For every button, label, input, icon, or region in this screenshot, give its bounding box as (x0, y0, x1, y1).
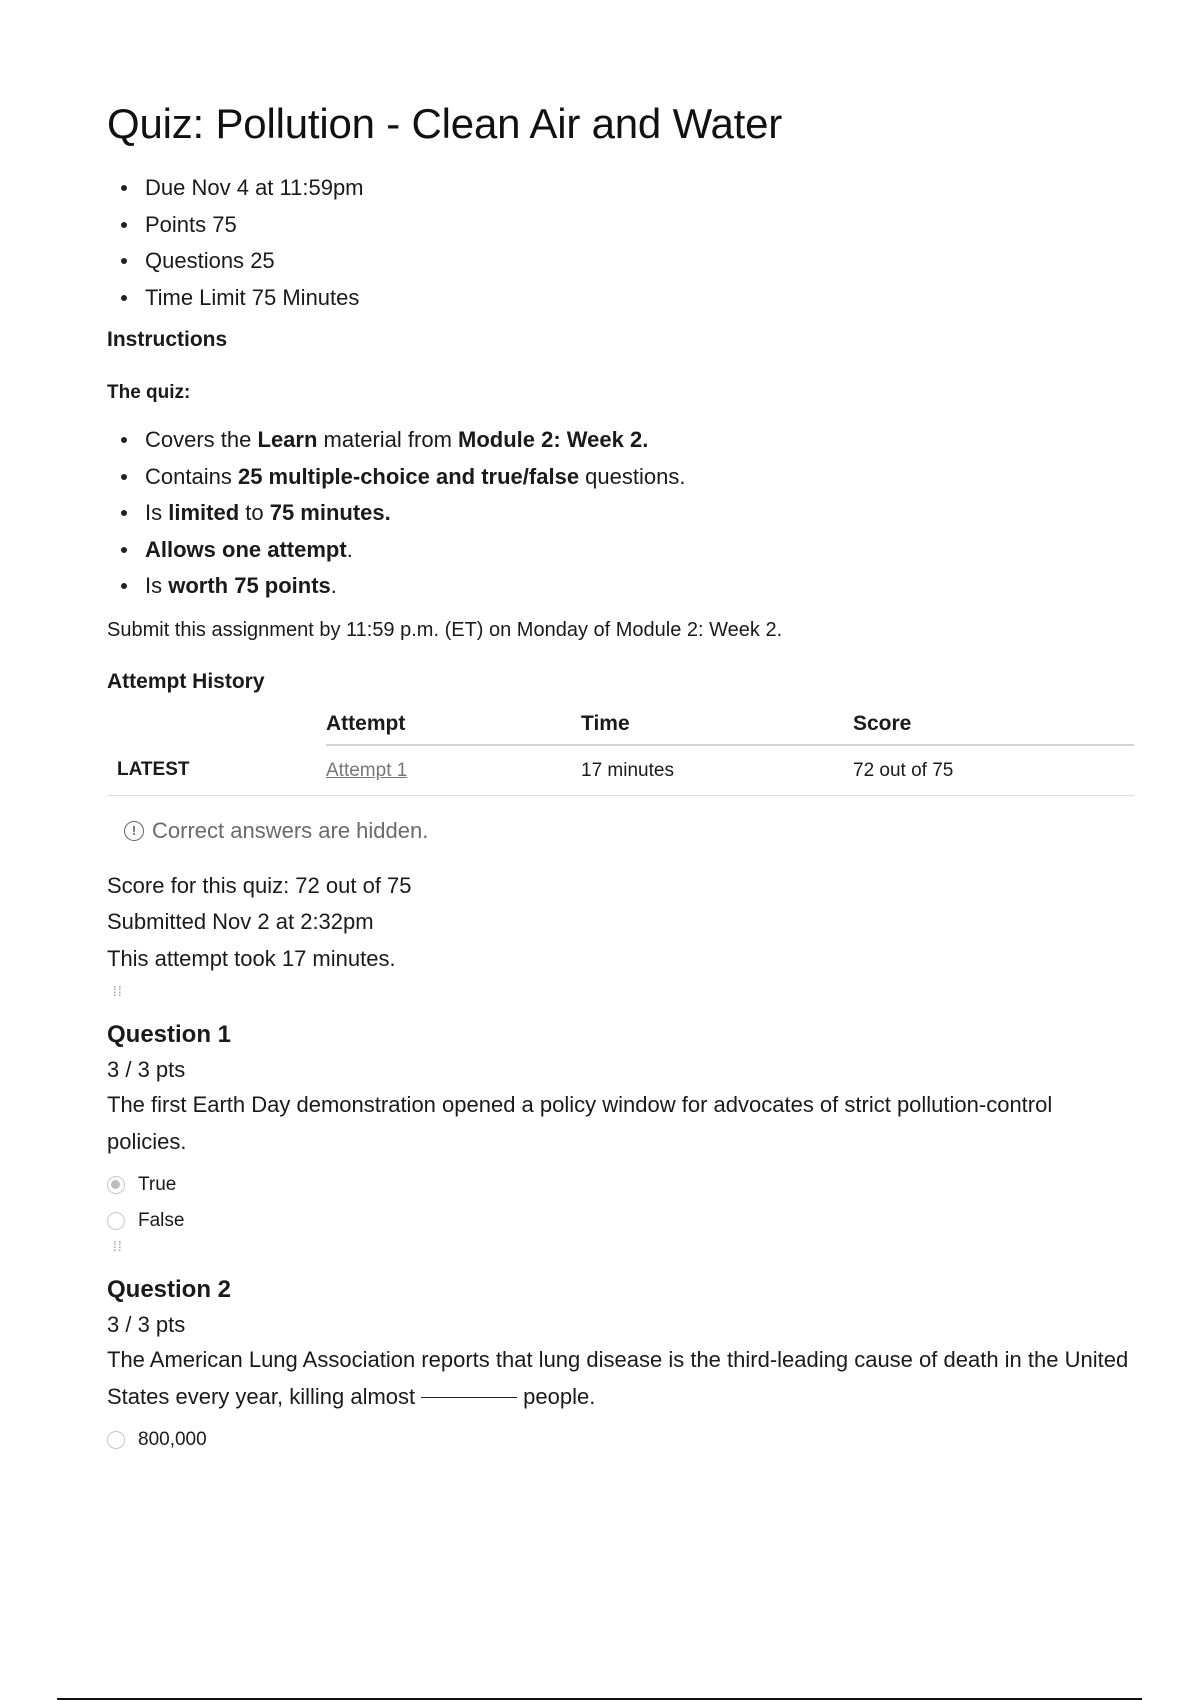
question-2 (107, 1238, 1134, 1451)
instructions-list (107, 422, 1134, 605)
info-icon: ! (124, 821, 144, 841)
quiz-label: The quiz: (107, 382, 191, 403)
question-text: The first Earth Day demonstration opened a policy window for advocates of strict pollution-control policies. (107, 1092, 1053, 1154)
attempt-duration: This attempt took 17 minutes. (107, 945, 396, 971)
table-header-row (107, 706, 1134, 745)
meta-points: Points 75 (107, 207, 1134, 244)
answer-label: 800,000 (138, 1429, 207, 1450)
instructions-heading: Instructions (107, 328, 228, 351)
question-text: The American Lung Association reports that lung disease is the third-leading cause of death in the United States every year, killing almost people. (107, 1347, 1129, 1409)
attempt-history-heading: Attempt History (107, 669, 265, 693)
score-cell: 72 out of 75 (853, 745, 1134, 796)
meta-time-limit: Time Limit 75 Minutes (107, 280, 1134, 317)
instruction-limited: Is limited to 75 minutes. (107, 495, 1134, 532)
quiz-score: Score for this quiz: 72 out of 75 (107, 872, 412, 898)
column-header-score: Score (853, 706, 1134, 745)
radio-icon[interactable] (107, 1431, 125, 1449)
submit-note: Submit this assignment by 11:59 p.m. (ET) on Monday of Module 2: Week 2. (107, 618, 783, 641)
meta-due: Due Nov 4 at 11:59pm (107, 170, 1134, 207)
answer-option[interactable] (107, 1174, 1134, 1196)
attempt-1-link[interactable]: Attempt 1 (326, 759, 408, 781)
time-cell: 17 minutes (581, 745, 853, 796)
drag-handle-icon[interactable]: ⁞⁞ (113, 1238, 123, 1254)
answer-option[interactable] (107, 1210, 1134, 1232)
attempt-history-table (107, 706, 1134, 796)
column-header-attempt: Attempt (326, 706, 581, 745)
drag-handle-icon[interactable]: ⁞⁞ (113, 983, 123, 999)
question-points: 3 / 3 pts (107, 1312, 186, 1337)
question-points: 3 / 3 pts (107, 1057, 186, 1082)
answer-label: False (138, 1210, 185, 1231)
answer-option[interactable] (107, 1429, 1134, 1451)
instruction-allows: Allows one attempt. (107, 532, 1134, 569)
radio-icon[interactable] (107, 1212, 125, 1230)
instruction-worth: Is worth 75 points. (107, 568, 1134, 605)
quiz-meta-list (107, 170, 1134, 316)
column-header-time: Time (581, 706, 853, 745)
latest-tag: LATEST (107, 745, 326, 796)
question-title: Question 1 (107, 1021, 232, 1048)
page-title: Quiz: Pollution - Clean Air and Water (107, 100, 783, 147)
table-row (107, 745, 1134, 796)
notice-text: Correct answers are hidden. (152, 817, 429, 843)
quiz-page (107, 100, 1134, 1451)
submitted-time: Submitted Nov 2 at 2:32pm (107, 909, 374, 934)
instruction-contains: Contains 25 multiple-choice and true/false questions. (107, 459, 1134, 496)
attempt-cell (326, 745, 581, 796)
meta-questions: Questions 25 (107, 243, 1134, 280)
column-header-tag (107, 706, 326, 745)
attempt-summary (107, 868, 1134, 978)
fill-blank (421, 1397, 517, 1398)
question-1 (107, 983, 1134, 1232)
answer-label: True (138, 1174, 177, 1195)
answers-hidden-notice (124, 818, 1134, 844)
instruction-covers: Covers the Learn material from Module 2: Week 2. (107, 422, 1134, 459)
question-title: Question 2 (107, 1276, 232, 1303)
radio-selected-icon[interactable] (107, 1176, 125, 1194)
